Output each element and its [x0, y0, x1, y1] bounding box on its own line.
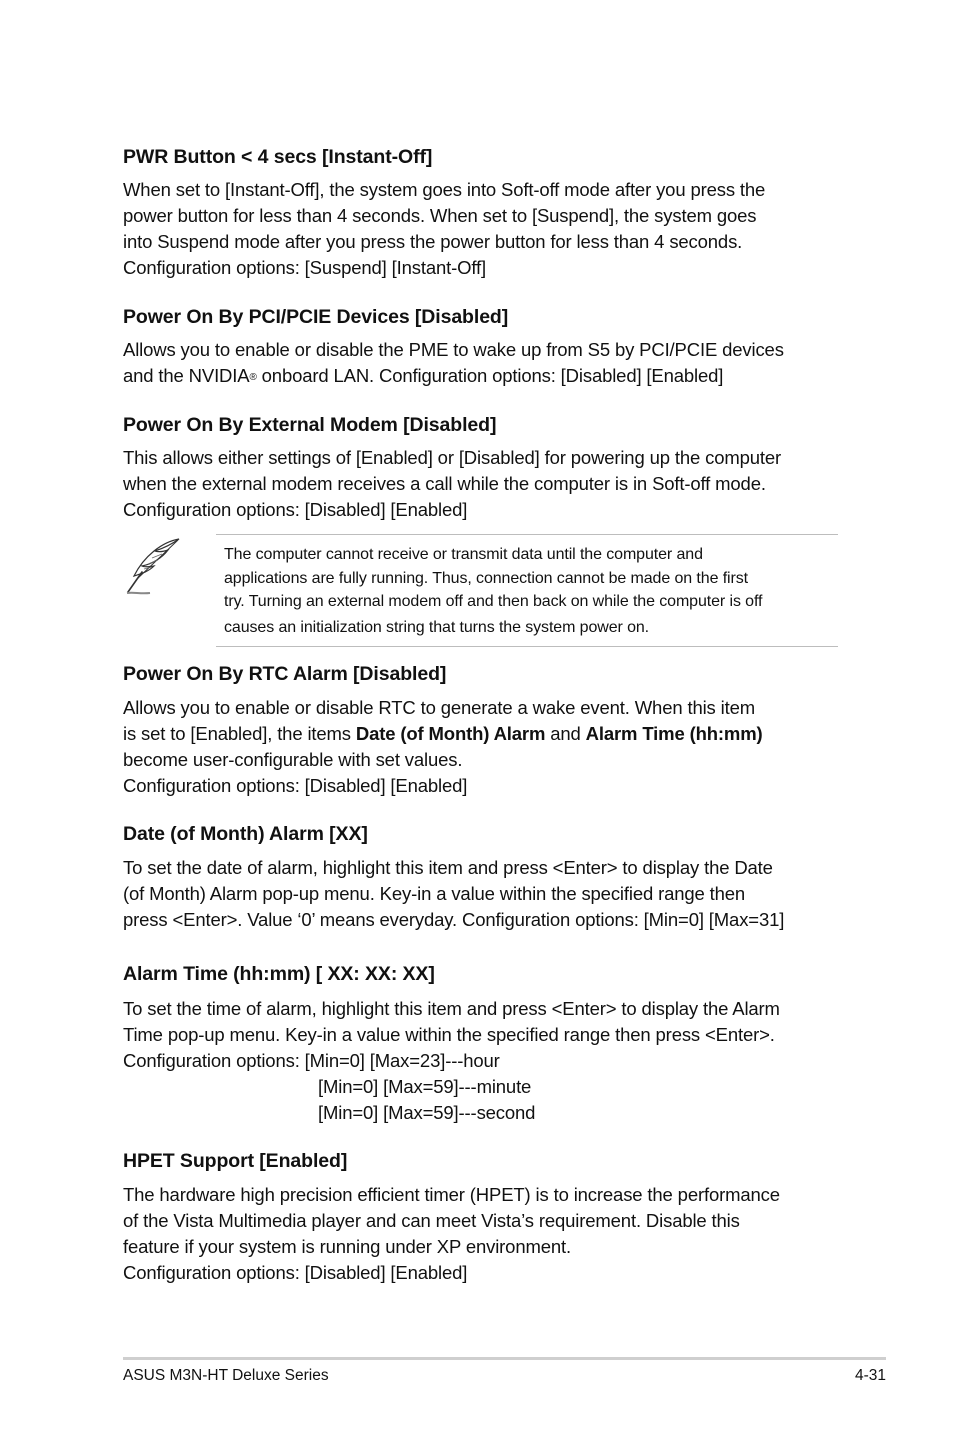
body-text: and the NVIDIA	[123, 365, 250, 386]
note-line: causes an initialization string that turns the system power on.	[224, 618, 650, 636]
body-line: This allows either settings of [Enabled] or [Disabled] for powering up the computer	[123, 447, 782, 468]
body-line: To set the date of alarm, highlight this item and press <Enter> to display the Date	[123, 857, 773, 878]
body-line: power button for less than 4 seconds. When set to [Suspend], the system goes	[123, 205, 757, 226]
body-line: When set to [Instant-Off], the system goes into Soft-off mode after you press the	[123, 179, 766, 200]
body-line: when the external modem receives a call while the computer is in Soft-off mode.	[123, 473, 766, 494]
body-line: (of Month) Alarm pop-up menu. Key-in a value within the specified range then	[123, 883, 746, 904]
section-heading-pwr-button: PWR Button < 4 secs [Instant-Off]	[123, 146, 433, 168]
body-line: become user-configurable with set values.	[123, 749, 463, 770]
body-line: Configuration options: [Disabled] [Enabled]	[123, 499, 468, 520]
section-body-pwr-button	[123, 177, 843, 281]
section-heading-external-modem: Power On By External Modem [Disabled]	[123, 414, 497, 436]
section-heading-hpet: HPET Support [Enabled]	[123, 1150, 348, 1172]
body-line: Allows you to enable or disable the PME to wake up from S5 by PCI/PCIE devices	[123, 339, 784, 360]
section-body-pci-pcie	[123, 337, 843, 389]
section-body-alarm-time	[123, 996, 843, 1126]
body-line: The hardware high precision efficient timer (HPET) is to increase the performance	[123, 1184, 780, 1205]
body-line: into Suspend mode after you press the power button for less than 4 seconds.	[123, 231, 743, 252]
body-line: feature if your system is running under XP environment.	[123, 1236, 571, 1257]
body-line: press <Enter>. Value ‘0’ means everyday. Configuration options: [Min=0] [Max=31]	[123, 909, 785, 930]
note-bottom-rule	[216, 646, 838, 647]
note-line: applications are fully running. Thus, connection cannot be made on the first	[224, 569, 748, 587]
body-line: Configuration options: [Disabled] [Enabled]	[123, 775, 468, 796]
body-line	[123, 363, 843, 389]
body-line: [Min=0] [Max=59]---second	[318, 1102, 536, 1123]
note-top-rule	[216, 534, 838, 535]
section-body-hpet	[123, 1182, 843, 1286]
body-line: Allows you to enable or disable RTC to generate a wake event. When this item	[123, 697, 755, 718]
note-line: try. Turning an external modem off and then back on while the computer is off	[224, 593, 763, 610]
section-heading-rtc-alarm: Power On By RTC Alarm [Disabled]	[123, 663, 447, 685]
section-heading-pci-pcie: Power On By PCI/PCIE Devices [Disabled]	[123, 306, 509, 328]
note-line: The computer cannot receive or transmit data until the computer and	[224, 546, 703, 563]
note-text	[224, 543, 829, 639]
body-text: and	[545, 723, 586, 744]
section-body-date-alarm	[123, 855, 843, 933]
bold-term: Alarm Time (hh:mm)	[585, 723, 763, 744]
section-heading-alarm-time: Alarm Time (hh:mm) [ XX: XX: XX]	[123, 963, 435, 985]
section-body-external-modem	[123, 445, 843, 523]
body-line: Time pop-up menu. Key-in a value within the specified range then press <Enter>.	[123, 1024, 775, 1045]
body-line: of the Vista Multimedia player and can meet Vista’s requirement. Disable this	[123, 1210, 740, 1231]
body-line: Configuration options: [Disabled] [Enabled]	[123, 1262, 468, 1283]
body-line: To set the time of alarm, highlight this item and press <Enter> to display the Alarm	[123, 998, 780, 1019]
body-line: [Min=0] [Max=59]---minute	[318, 1076, 532, 1097]
footer-product-name: ASUS M3N-HT Deluxe Series	[123, 1367, 329, 1384]
registered-mark: ®	[249, 372, 257, 383]
body-text: onboard LAN. Configuration options: [Disabled] [Enabled]	[256, 365, 724, 386]
section-heading-date-alarm: Date (of Month) Alarm [XX]	[123, 823, 368, 845]
body-line: Configuration options: [Min=0] [Max=23]---hour	[123, 1050, 500, 1071]
page-number: 4-31	[854, 1367, 886, 1384]
body-text: is set to [Enabled], the items	[123, 723, 356, 744]
body-line	[123, 721, 843, 747]
footer-rule	[123, 1357, 886, 1360]
section-body-rtc-alarm	[123, 695, 843, 799]
feather-pen-icon	[122, 536, 184, 598]
bold-term: Date (of Month) Alarm	[355, 723, 546, 744]
body-line: Configuration options: [Suspend] [Instant-Off]	[123, 257, 486, 278]
